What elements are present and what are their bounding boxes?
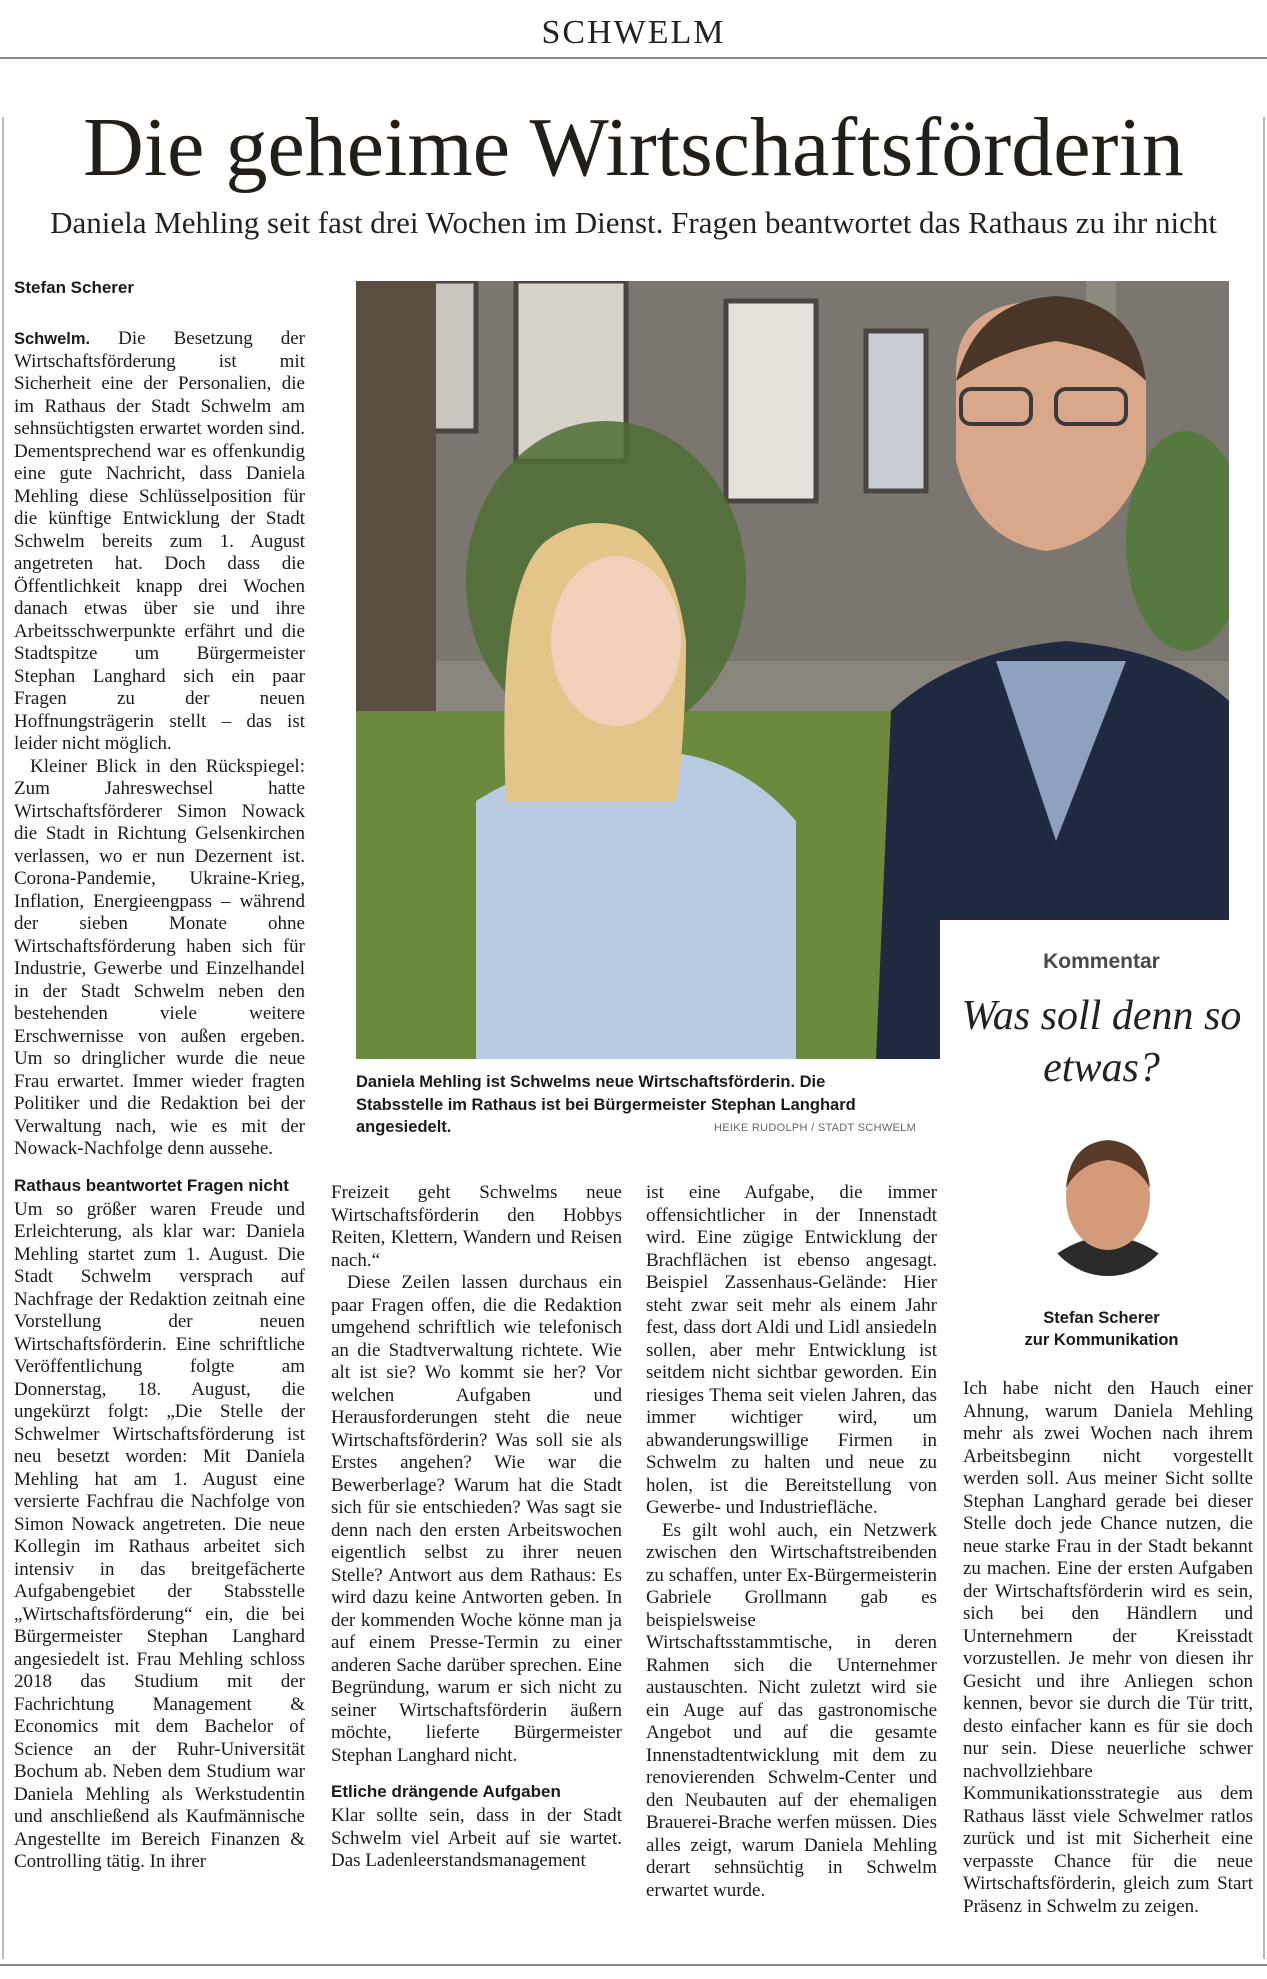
photo-caption: Daniela Mehling ist Schwelms neue Wirtschaftsförderin. Die Stabsstelle im Rathaus ist bei Bürgermeister Stephan Langhard angesiedelt. (356, 1073, 856, 1136)
paragraph-text: Die Besetzung der Wirtschaftsförderung ist mit Sicherheit eine der Personalien, die im Rathaus der Stadt Schwelm am sehnsüchtigsten erwartet worden sind. Dementsprechend war es offenkundig eine gute Nachricht, dass Daniela Mehling diese Schlüsselposition für die künftige Entwicklung der Stadt Schwelm bereits zum 1. August angetreten hat. Doch dass die Öffentlichkeit knapp drei Wochen danach etwas über sie und ihre Arbeitsschwerpunkte erfährt und die Stadtspitze um Bürgermeister Stephan Langhard sich ein paar Fragen zu der neuen Hoffnungsträgerin stellt – das ist leider nicht möglich. (14, 328, 305, 754)
bottom-rule (0, 1964, 1267, 1966)
paragraph: ist eine Aufgabe, die immer offensichtlicher in der Innenstadt wird. Eine zügige Entwicklung der Brachflächen ist ebenso angesagt. Beispiel Zassenhaus-Gelände: Hier steht zwar seit mehr als einem Jahr fest, dass dort Aldi und Lidl ansiedeln sollen, aber mehr Entwicklung ist seitdem nicht sichtbar geworden. Ein riesiges Thema seit vielen Jahren, das immer wichtiger wird, um abwanderungswillige Firmen in Schwelm zu halten und neue zu holen, ist die Bereitstellung von Gewerbe- und Industriefläche. (646, 1182, 937, 1518)
kommentar-author-role: zur Kommunikation (1024, 1331, 1179, 1349)
paragraph: Klar sollte sein, dass in der Stadt Schwelm viel Arbeit auf sie wartet. Das Ladenleerstandsmanagement (331, 1805, 622, 1871)
article-column-2 (331, 1182, 622, 1873)
subheadline: Daniela Mehling seit fast drei Wochen im Dienst. Fragen beantwortet das Rathaus zu ihr nicht (50, 205, 1217, 240)
subheading: Rathaus beantwortet Fragen nicht (14, 1175, 289, 1195)
section-title: SCHWELM (541, 14, 726, 51)
kommentar-text: Ich habe nicht den Hauch einer Ahnung, warum Daniela Mehling mehr als zwei Wochen nach ihrem Arbeitsbeginn nicht vorgestellt werden soll. Aus meiner Sicht sollte Stephan Langhard gerade bei dieser Stelle doch jede Chance nutzen, die neue starke Frau in der Stadt bekannt zu machen. Eine der ersten Aufgaben der Wirtschaftsförderin wird es sein, sich bei den Händlern und Unternehmern der Kreisstadt vorzustellen. Je mehr von diesen ihr Gesicht und ihre Anliegen schon kennen, bevor sie durch die Tür tritt, desto einfacher kann es für sie doch nur sein. Diese neuerliche schwer nachvollziehbare Kommunikationsstrategie aus dem Rathaus lässt viele Schwelmer ratlos zurück und ist mit Sicherheit eine verpasste Chance für die neue Wirtschaftsförderin, gleich zum Start Präsenz in Schwelm zu zeigen. (963, 1378, 1253, 1917)
author-portrait (1040, 1118, 1176, 1298)
paragraph: Freizeit geht Schwelms neue Wirtschaftsförderin den Hobbys Reiten, Klettern, Wandern und Reisen nach.“ (331, 1182, 622, 1271)
kommentar-label: Kommentar (1043, 950, 1160, 973)
paragraph: Um so größer waren Freude und Erleichterung, als klar war: Daniela Mehling startet zum 1. August. Die Stadt Schwelm versprach auf Nachfrage der Redaktion zeitnah eine Vorstellung der neuen Wirtschaftsförderin. Eine schriftliche Veröffentlichung folgte am Donnerstag, 18. August, die ungekürzt folgt: „Die Stelle der Schwelmer Wirtschaftsförderung ist neu besetzt worden: Mit Daniela Mehling hat am 1. August eine versierte Fachfrau die Nachfolge von Simon Nowack angetreten. Die neue Kollegin im Rathaus arbeitet sich intensiv in das breitgefächerte Aufgabengebiet der Stabsstelle „Wirtschaftsförderung“ ein, die bei Bürgermeister Stephan Langhard angesiedelt ist. Frau Mehling schloss 2018 das Studium mit der Fachrichtung Management & Economics mit dem Bachelor of Science an der Ruhr-Universität Bochum ab. Neben dem Studium war Daniela Mehling als Werkstudentin und anschließend als Kaufmännische Angestellte im Bereich Finanzen & Controlling tätig. In ihrer (14, 1198, 305, 1872)
top-rule (0, 57, 1267, 59)
kommentar-title: Was soll denn so etwas? (961, 993, 1242, 1091)
paragraph: Es gilt wohl auch, ein Netzwerk zwischen den Wirtschaftstreibenden zu schaffen, unter Ex-Bürgermeisterin Gabriele Grollmann gab es beispielsweise Wirtschaftsstammtische, in deren Rahmen sich die Unternehmer austauschten. Nicht zuletzt wird sie ein Auge auf das gastronomische Angebot und auf die gesamte Innenstadtentwicklung mit dem zu renovierenden Schwelm-Center und den Neubauten auf der ehemaligen Brauerei-Brache werfen müssen. Dies alles zeigt, warum Daniela Mehling derart sehnsüchtig in Schwelm erwartet wurde. (646, 1519, 937, 1901)
left-frame-line (2, 117, 4, 1959)
subheading: Etliche drängende Aufgaben (331, 1782, 561, 1801)
kommentar-author-name: Stefan Scherer (1043, 1309, 1160, 1327)
kommentar-author (940, 1307, 1263, 1351)
paragraph: Diese Zeilen lassen durchaus ein paar Fragen offen, die die Redaktion umgehend schriftlich wie telefonisch an die Stadtverwaltung richtete. Wie alt ist sie? Wo kommt sie her? Vor welchen Aufgaben und Herausforderungen steht die neue Wirtschaftsförderin? Was soll sie als Erstes angehen? Wie war die Bewerberlage? Warum hat die Stadt sich für sie entschieden? Was sagt sie denn nach den ersten Arbeitswochen eigentlich selbst zu ihrer neuen Stelle? Antwort aus dem Rathaus: Es wird dazu keine Antworten geben. In der kommenden Woche könne man ja auf einem Presse-Termin zu einer anderen Sache darüber sprechen. Eine Begründung, warum er sich nicht zu seiner Wirtschaftsförderin äußern möchte, lieferte Bürgermeister Stephan Langhard nicht. (331, 1272, 622, 1766)
article-column-3 (646, 1182, 937, 1902)
paragraph: Kleiner Blick in den Rückspiegel: Zum Jahreswechsel hatte Wirtschaftsförderer Simon Nowack die Stadt in Richtung Gelsenkirchen verlassen, wo er nun Dezernent ist. Corona-Pandemie, Ukraine-Krieg, Inflation, Energieengpass – während der sieben Monate ohne Wirtschaftsförderung haben sich für Industrie, Gewerbe und Einzelhandel in der Stadt Schwelm neben den bestehenden viele weitere Erschwernisse von außen ergeben. Um so dringlicher wurde die neue Frau erwartet. Immer wieder fragten Politiker und die Redaktion bei der Verwaltung nach, wie es mit der Nowack-Nachfolge denn aussehe. (14, 755, 305, 1159)
kommentar-column (963, 1378, 1253, 1918)
paragraph (14, 328, 305, 756)
right-frame-line (1263, 117, 1265, 1959)
dateline: Schwelm. (14, 330, 91, 348)
article-column-1 (14, 328, 305, 1874)
headline: Die geheime Wirtschaftsförderin (83, 101, 1184, 194)
byline: Stefan Scherer (14, 278, 134, 297)
photo-credit: HEIKE RUDOLPH / STADT SCHWELM (714, 1122, 917, 1134)
